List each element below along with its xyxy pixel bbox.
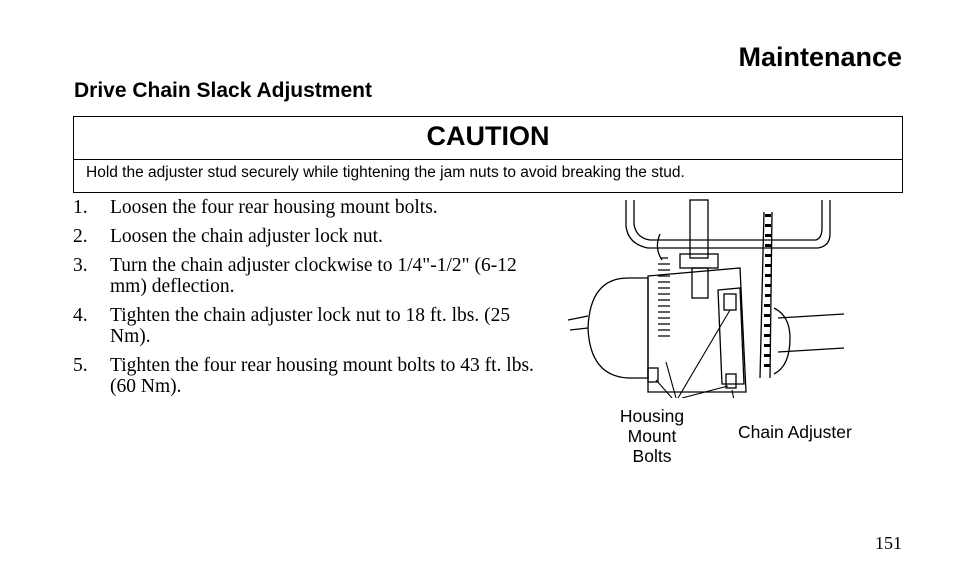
step-item bbox=[73, 197, 543, 218]
page-number: 151 bbox=[875, 533, 902, 553]
step-number: 2. bbox=[73, 226, 88, 247]
chain-link bbox=[764, 364, 770, 367]
callout-line: Mount bbox=[627, 426, 677, 446]
chain-link bbox=[764, 324, 770, 327]
chain-link bbox=[765, 224, 771, 227]
chain-link bbox=[764, 314, 770, 317]
step-item bbox=[73, 226, 543, 247]
axle-line bbox=[778, 314, 844, 318]
subsection-title: Drive Chain Slack Adjustment bbox=[74, 79, 372, 102]
caution-header bbox=[74, 117, 902, 160]
callout-housing-mount-bolts bbox=[608, 406, 696, 466]
step-item bbox=[73, 355, 543, 397]
callout-leader bbox=[732, 390, 738, 398]
axle-line bbox=[568, 316, 588, 320]
step-number: 1. bbox=[73, 197, 88, 218]
step-text: Loosen the four rear housing mount bolts. bbox=[110, 197, 438, 218]
procedure-steps bbox=[73, 197, 543, 405]
callout-leader bbox=[656, 380, 672, 398]
chain-link bbox=[765, 214, 771, 217]
callout-leader bbox=[678, 310, 730, 398]
caution-text: Hold the adjuster stud securely while tightening the jam nuts to avoid breaking the stud. bbox=[86, 164, 685, 181]
step-item bbox=[73, 305, 543, 347]
section-title: Maintenance bbox=[738, 42, 902, 72]
step-number: 5. bbox=[73, 355, 88, 376]
chain-link bbox=[764, 304, 770, 307]
chain-link bbox=[764, 354, 770, 357]
shock-mount bbox=[680, 254, 718, 268]
callout-line: Bolts bbox=[632, 446, 672, 466]
caution-box bbox=[73, 116, 903, 193]
chain-link bbox=[765, 244, 771, 247]
axle-line bbox=[570, 328, 588, 330]
frame-tube bbox=[626, 200, 830, 248]
frame-tube bbox=[657, 234, 662, 260]
step-number: 4. bbox=[73, 305, 88, 326]
chain-link bbox=[764, 334, 770, 337]
chain-link bbox=[765, 274, 771, 277]
chain-link bbox=[765, 284, 771, 287]
step-text: Turn the chain adjuster clockwise to 1/4"-1/2" (6-12 mm) deflection. bbox=[110, 255, 517, 297]
step-text: Tighten the four rear housing mount bolts to 43 ft. lbs. (60 Nm). bbox=[110, 355, 534, 397]
callout-chain-adjuster: Chain Adjuster bbox=[738, 422, 852, 442]
step-text: Tighten the chain adjuster lock nut to 18 ft. lbs. (25 Nm). bbox=[110, 305, 511, 347]
drive-chain-illustration bbox=[568, 198, 848, 398]
chain-link bbox=[765, 254, 771, 257]
chain-link bbox=[765, 234, 771, 237]
chain-link bbox=[764, 344, 770, 347]
step-number: 3. bbox=[73, 255, 88, 276]
step-item bbox=[73, 255, 543, 297]
mount-bolt bbox=[724, 294, 736, 310]
shock-absorber bbox=[690, 200, 708, 258]
step-text: Loosen the chain adjuster lock nut. bbox=[110, 226, 383, 247]
brake-drum bbox=[588, 278, 648, 378]
callout-line: Housing bbox=[619, 406, 685, 426]
housing-face bbox=[718, 288, 744, 384]
chain-link bbox=[765, 264, 771, 267]
frame-tube bbox=[634, 200, 822, 240]
adjuster-spring bbox=[658, 258, 670, 336]
chain-link bbox=[765, 294, 771, 297]
axle-line bbox=[778, 348, 844, 352]
caution-title: CAUTION bbox=[426, 121, 550, 151]
